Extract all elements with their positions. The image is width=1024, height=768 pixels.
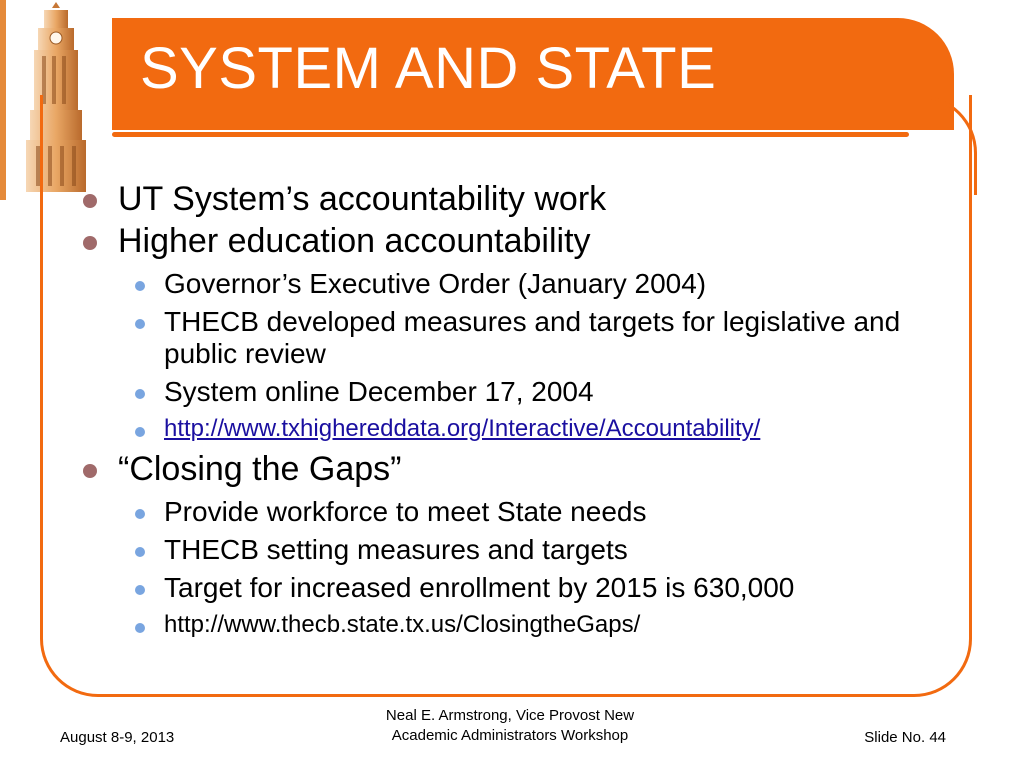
bullet-dot-icon — [83, 236, 97, 250]
bullet-text: Higher education accountability — [118, 222, 591, 260]
sub-bullet-dot-icon — [135, 319, 145, 329]
sub-bullet-workforce — [80, 496, 960, 528]
bullet-list — [80, 178, 960, 640]
bullet-text: “Closing the Gaps” — [118, 450, 402, 488]
sub-bullet-text: Provide workforce to meet State needs — [164, 496, 647, 527]
bullet-text: UT System’s accountability work — [118, 180, 607, 218]
accountability-link[interactable]: http://www.txhighereddata.org/Interactive/Accountability/ — [164, 415, 761, 442]
bullet-closing-the-gaps — [80, 448, 960, 490]
sub-bullet-thecb-measures — [80, 306, 960, 370]
sub-bullet-dot-icon — [135, 281, 145, 291]
bullet-dot-icon — [83, 194, 97, 208]
footer-slide-number: Slide No. 44 — [864, 729, 946, 746]
closing-gaps-url: http://www.thecb.state.tx.us/ClosingtheGaps/ — [164, 611, 641, 638]
sub-bullet-dot-icon — [135, 427, 145, 437]
bullet-ut-system-accountability — [80, 178, 960, 220]
sub-bullet-system-online — [80, 376, 960, 408]
sub-bullet-text: Governor’s Executive Order (January 2004) — [164, 268, 707, 299]
sub-bullet-enrollment-target — [80, 572, 960, 604]
footer-presenter: Neal E. Armstrong, Vice Provost New Academic Administrators Workshop — [385, 707, 635, 744]
sub-bullet-text: System online December 17, 2004 — [164, 376, 594, 407]
sub-bullet-dot-icon — [135, 547, 145, 557]
slide-title: SYSTEM AND STATE — [140, 36, 717, 101]
sub-bullet-dot-icon — [135, 585, 145, 595]
sub-bullet-text: THECB setting measures and targets — [164, 534, 628, 565]
sub-bullet-dot-icon — [135, 623, 145, 633]
sub-bullet-text: Target for increased enrollment by 2015 is 630,000 — [164, 572, 795, 603]
footer-date: August 8-9, 2013 — [60, 729, 175, 746]
sub-bullet-accountability-link — [80, 414, 960, 444]
sub-bullet-text: THECB developed measures and targets for legislative and public review — [164, 306, 901, 369]
sub-bullet-closing-gaps-url — [80, 610, 960, 640]
sub-bullet-dot-icon — [135, 509, 145, 519]
sub-bullet-dot-icon — [135, 389, 145, 399]
sub-bullet-governors-order — [80, 268, 960, 300]
bullet-dot-icon — [83, 464, 97, 478]
sub-bullet-thecb-targets — [80, 534, 960, 566]
bullet-higher-education-accountability — [80, 220, 960, 262]
